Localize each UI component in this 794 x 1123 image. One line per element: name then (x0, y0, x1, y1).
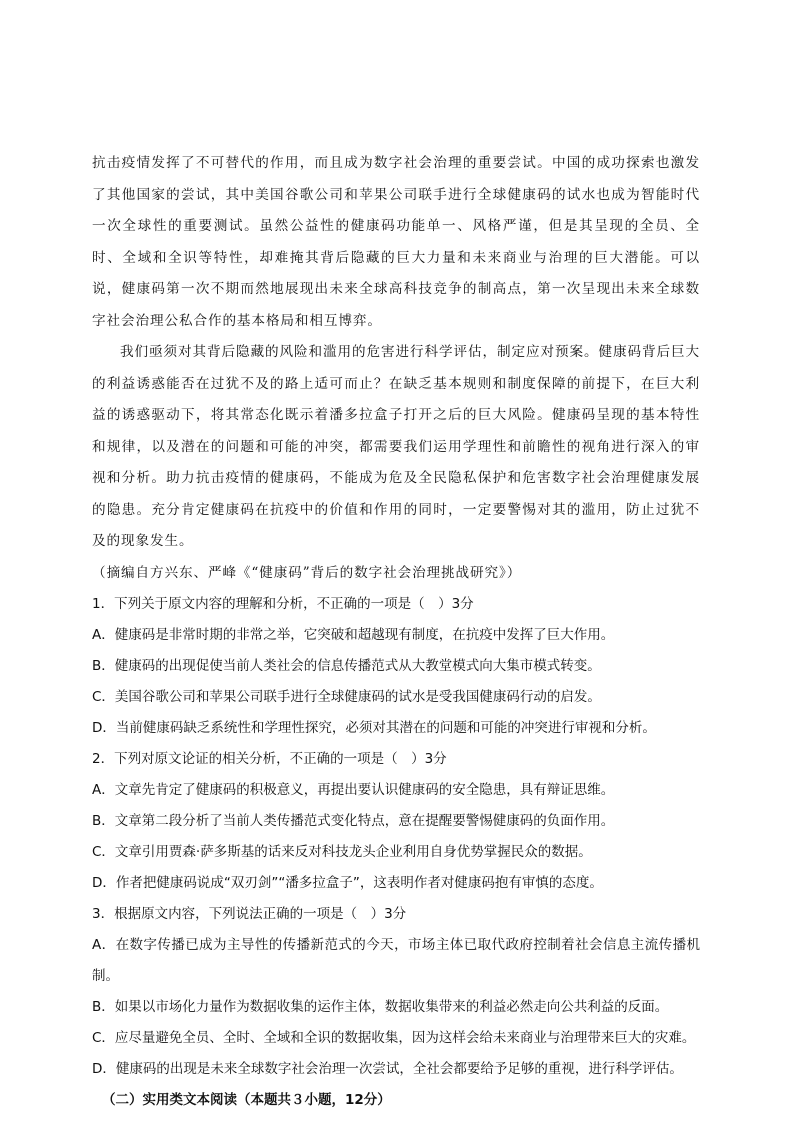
passage-paragraph-2: 我们亟须对其背后隐藏的风险和滥用的危害进行科学评估，制定应对预案。健康码背后巨大的利益诱惑能否在过犹不及的路上适可而止？在缺乏基本规则和制度保障的前提下，在巨大利益的诱惑驱动下，将其常态化既示着潘多拉盒子打开之后的巨大风险。健康码呈现的基本特性和规律，以及潜在的问题和可能的冲突，都需要我们运用学理性和前瞻性的视角进行深入的审视和分析。助力抗击疫情的健康码，不能成为危及全民隐私保护和危害数字社会治理健康发展的隐患。充分肯定健康码在抗疫中的价值和作用的同时，一定要警惕对其的滥用，防止过犹不及的现象发生。 (92, 344, 700, 549)
option-c: C．文章引用贾森·萨多斯基的话来反对科技龙头企业利用自身优势掌握民众的数据。 (92, 844, 592, 860)
question-stem: 3．根据原文内容，下列说法正确的一项是（ ）3分 (92, 906, 407, 922)
option-d: D．作者把健康码说成“双刃剑”“潘多拉盒子”，这表明作者对健康码抱有审慎的态度。 (92, 875, 603, 891)
option-a: A．在数字传播已成为主导性的传播新范式的今天，市场主体已取代政府控制着社会信息主流传播机制。 (92, 937, 700, 984)
option-d: D．当前健康码缺乏系统性和学理性探究，必须对其潜在的问题和可能的冲突进行审视和分析。 (92, 720, 656, 736)
option-a: A．健康码是非常时期的非常之举，它突破和超越现有制度，在抗疫中发挥了巨大作用。 (92, 627, 615, 643)
option-b: B．如果以市场化力量作为数据收集的运作主体，数据收集带来的利益必然走向公共利益的反面。 (92, 999, 669, 1015)
question-stem: 2．下列对原文论证的相关分析，不正确的一项是（ ）3分 (92, 751, 447, 767)
option-b: B．健康码的出现促使当前人类社会的信息传播范式从大教堂模式向大集市模式转变。 (92, 658, 601, 674)
exam-page (92, 148, 700, 1116)
option-c: C．应尽量避免全员、全时、全域和全识的数据收集，因为这样会给未来商业与治理带来巨大的灾难。 (92, 1030, 696, 1046)
question-2 (92, 744, 700, 899)
question-list (92, 589, 700, 1085)
passage-paragraph-1: 抗击疫情发挥了不可替代的作用，而且成为数字社会治理的重要尝试。中国的成功探索也激发了其他国家的尝试，其中美国谷歌公司和苹果公司联手进行全球健康码的试水也成为智能时代一次全球性的重要测试。虽然公益性的健康码功能单一、风格严谨，但是其呈现的全员、全时、全域和全识等特性，却难掩其背后隐藏的巨大力量和未来商业与治理的巨大潜能。可以说，健康码第一次不期而然地展现出未来全球高科技竞争的制高点，第一次呈现出未来全球数字社会治理公私合作的基本格局和相互博弈。 (92, 155, 700, 329)
option-b: B．文章第二段分析了当前人类传播范式变化特点，意在提醒要警惕健康码的负面作用。 (92, 813, 615, 829)
option-d: D．健康码的出现是未来全球数字社会治理一次尝试，全社会都要给予足够的重视，进行科学评估。 (92, 1061, 683, 1077)
option-c: C．美国谷歌公司和苹果公司联手进行全球健康码的试水是受我国健康码行动的启发。 (92, 689, 601, 705)
reading-passage (92, 148, 700, 589)
section-heading: （二）实用类文本阅读（本题共３小题，12分） (102, 1092, 391, 1108)
question-1 (92, 589, 700, 744)
question-3 (92, 899, 700, 1085)
question-stem: 1．下列关于原文内容的理解和分析，不正确的一项是（ ）3分 (92, 596, 474, 612)
passage-source: （摘编自方兴东、严峰《“健康码”背后的数字社会治理挑战研究》） (92, 564, 522, 581)
option-a: A．文章先肯定了健康码的积极意义，再提出要认识健康码的安全隐患，具有辩证思维。 (92, 782, 615, 798)
